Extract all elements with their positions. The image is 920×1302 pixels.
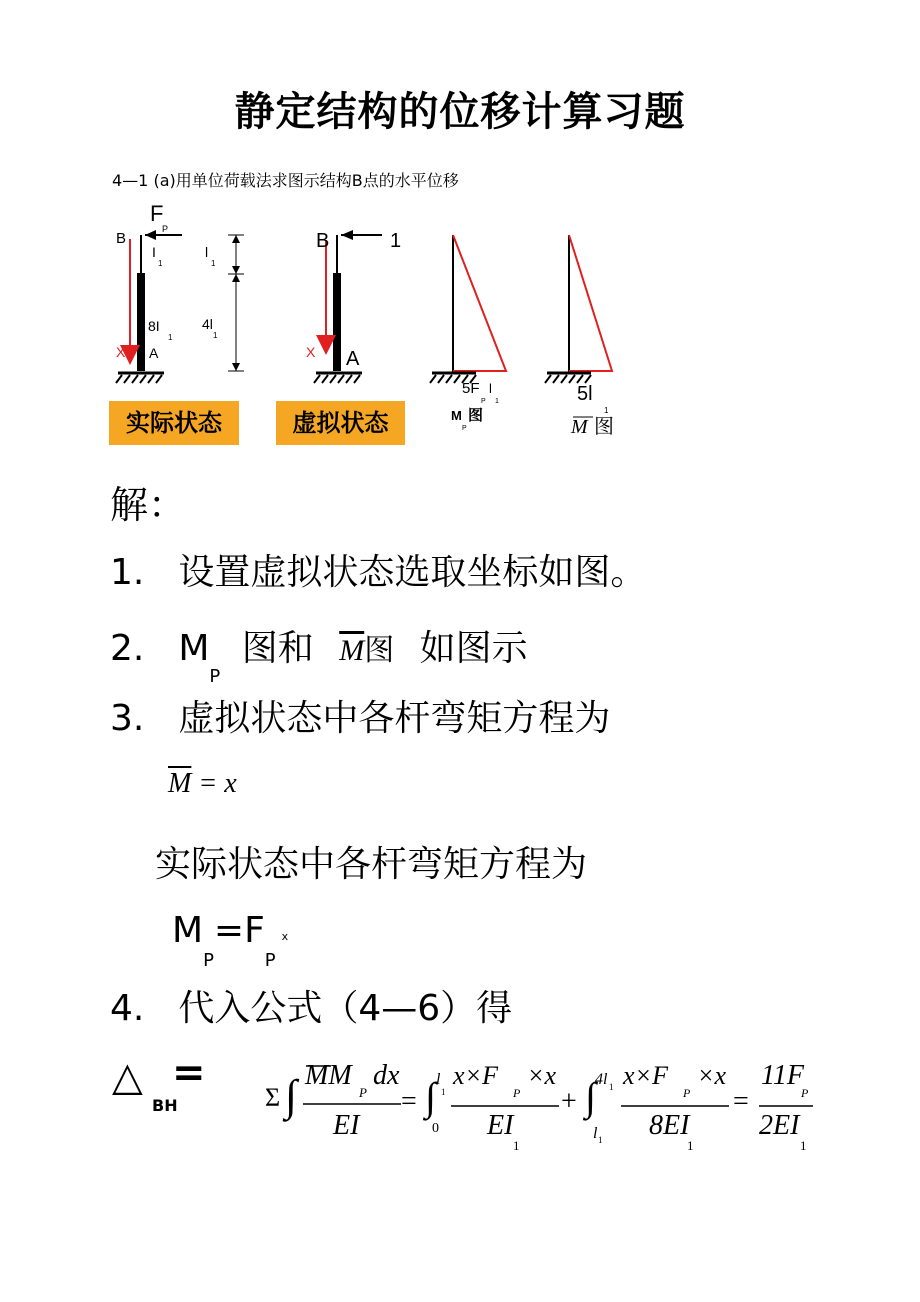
delta-subscript: BH <box>152 1096 178 1115</box>
actual-state-diagram <box>116 201 244 383</box>
svg-text:图: 图 <box>468 407 484 424</box>
virtual-load-label: 1 <box>390 230 402 252</box>
svg-text:1: 1 <box>495 398 499 405</box>
svg-text:+: + <box>561 1086 577 1117</box>
svg-text:P: P <box>801 1086 809 1100</box>
svg-text:1: 1 <box>513 1138 520 1153</box>
virtual-state-label: 虚拟状态 <box>276 401 405 445</box>
svg-text:P: P <box>162 224 169 234</box>
svg-text:l: l <box>436 1071 441 1088</box>
svg-text:=: = <box>733 1086 749 1117</box>
svg-text:1: 1 <box>609 1082 614 1092</box>
virtual-load-arrow <box>341 230 353 240</box>
virtual-point-b: B <box>316 230 330 252</box>
svg-text:1: 1 <box>158 259 163 268</box>
svg-text:0: 0 <box>432 1121 439 1136</box>
step-2: 2. $M_P$ 图和 $\overline{M}$图 如图示 <box>110 628 528 687</box>
mbar-caption: M <box>571 416 588 438</box>
svg-text:1: 1 <box>211 259 216 268</box>
svg-text:∫: ∫ <box>285 1071 298 1120</box>
problem-statement: 4—1 (a)用单位荷载法求图示结构B点的水平位移 <box>112 171 459 190</box>
virtual-moment-equation: $\overline{M} = x$ <box>168 768 237 799</box>
svg-text:l: l <box>489 381 492 396</box>
actual-point-a: A <box>149 345 159 361</box>
svg-text:5l: 5l <box>577 383 593 405</box>
displacement-formula <box>255 1050 835 1160</box>
svg-text:1: 1 <box>604 406 609 415</box>
svg-text:1: 1 <box>168 333 173 342</box>
svg-text:1: 1 <box>687 1138 694 1153</box>
mp-moment-diagram <box>430 235 506 432</box>
virtual-state-diagram <box>306 230 401 383</box>
actual-point-b: B <box>116 230 127 247</box>
term2-numerator: x×F <box>453 1061 498 1090</box>
step-3: 3. 虚拟状态中各杆弯矩方程为 <box>110 698 611 739</box>
delta-symbol: △ <box>112 1054 143 1100</box>
svg-text:P: P <box>481 398 486 405</box>
svg-text:P: P <box>683 1086 691 1100</box>
svg-text:4l: 4l <box>595 1071 608 1088</box>
svg-text:×x: ×x <box>527 1061 557 1090</box>
svg-text:P: P <box>513 1086 521 1100</box>
mbar-moment-diagram <box>545 235 614 438</box>
step-1: 1. 设置虚拟状态选取坐标如图。 <box>110 552 647 593</box>
svg-text:8I: 8I <box>148 318 160 334</box>
svg-text:∫: ∫ <box>585 1074 596 1119</box>
svg-text:l: l <box>205 244 209 260</box>
svg-text:P: P <box>359 1085 367 1100</box>
svg-text:EI: EI <box>333 1110 360 1141</box>
mbar-symbol: $\overline{M}$ <box>339 634 365 667</box>
actual-x-label: X <box>116 344 126 360</box>
actual-load-arrow <box>145 230 156 240</box>
virtual-x-label: X <box>306 344 316 360</box>
svg-text:5F: 5F <box>462 380 480 397</box>
svg-text:4l: 4l <box>202 316 213 332</box>
result-denominator: 2EI <box>759 1110 800 1141</box>
svg-text:图: 图 <box>594 416 614 438</box>
svg-text:1: 1 <box>598 1135 603 1145</box>
svg-text:P: P <box>462 425 467 432</box>
svg-text:1: 1 <box>213 331 218 340</box>
svg-text:×x: ×x <box>697 1061 727 1090</box>
svg-text:=: = <box>401 1086 417 1117</box>
solution-heading: 解： <box>110 483 187 527</box>
svg-text:∫: ∫ <box>425 1074 436 1119</box>
svg-text:I: I <box>152 244 156 260</box>
svg-text:1: 1 <box>800 1138 807 1153</box>
virtual-point-a: A <box>346 348 360 370</box>
svg-text:EI: EI <box>487 1110 514 1141</box>
result-numerator: 11F <box>761 1060 805 1091</box>
svg-text:l: l <box>593 1125 598 1142</box>
svg-text:8EI: 8EI <box>649 1110 690 1141</box>
actual-moment-equation: $M_P=F_Px$ <box>172 910 289 971</box>
actual-moment-heading: 实际状态中各杆弯矩方程为 <box>155 844 588 885</box>
mp-caption: M <box>451 408 462 423</box>
actual-state-label: 实际状态 <box>109 401 239 445</box>
actual-lower-member <box>137 273 145 371</box>
svg-text:Σ: Σ <box>265 1083 281 1112</box>
page-title: 静定结构的位移计算习题 <box>234 89 686 135</box>
svg-text:1: 1 <box>441 1087 446 1097</box>
delta-equals: = <box>172 1050 206 1096</box>
step-4: 4. 代入公式（4—6）得 <box>110 988 513 1029</box>
term3-numerator: x×F <box>623 1061 668 1090</box>
term1-numerator: MM <box>305 1060 352 1091</box>
actual-load-label: F <box>150 201 164 226</box>
svg-text:dx: dx <box>373 1060 400 1091</box>
